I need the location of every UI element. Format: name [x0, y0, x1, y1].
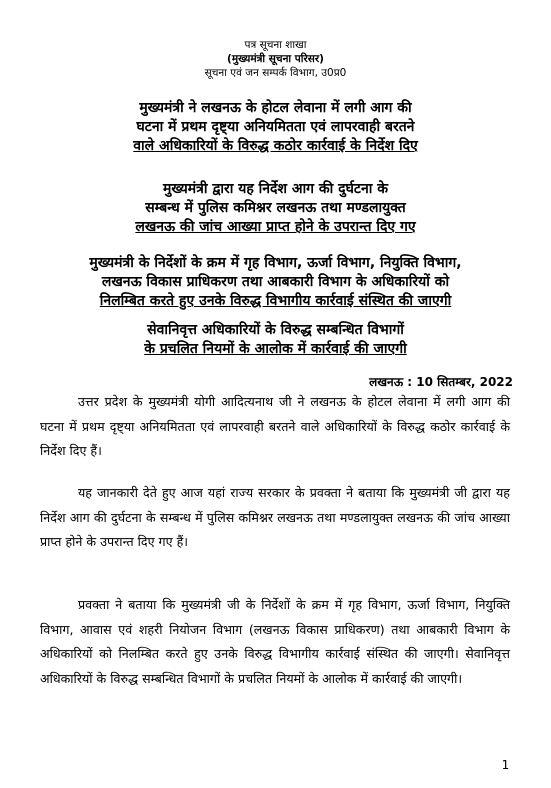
headline-4 [40, 321, 511, 359]
headline-3-line: मुख्यमंत्री के निर्देशों के क्रम में गृह विभाग, ऊर्जा विभाग, नियुक्ति विभाग, [89, 255, 462, 271]
headline-3-line: निलम्बित करते हुए उनके विरुद्ध विभागीय कार्रवाई संस्थित की जाएगी [99, 293, 452, 309]
paragraph-1: उत्तर प्रदेश के मुख्यमंत्री योगी आदित्यनाथ जी ने लखनऊ के होटल लेवाना में लगी आग की घटना में प्रथम दृष्ट्या अनियमितता एवं लापरवाही बरतने वाले अधिकारियों के विरुद्ध कठोर कार्रवाई के निर्देश दिए हैं। [40, 394, 510, 458]
header-department: सूचना एवं जन सम्पर्क विभाग, उ0प्र0 [204, 67, 347, 79]
header-office: पत्र सूचना शाखा [244, 39, 307, 51]
headline-2-line: मुख्यमंत्री द्वारा यह निर्देश आग की दुर्घटना के [163, 181, 388, 197]
headline-4-line: सेवानिवृत्त अधिकारियों के विरुद्ध सम्बन्धित विभागों [147, 322, 404, 338]
headline-1-line: मुख्यमंत्री ने लखनऊ के होटल लेवाना में लगी आग की [139, 100, 412, 116]
paragraph-2: यह जानकारी देते हुए आज यहां राज्य सरकार के प्रवक्ता ने बताया कि मुख्यमंत्री जी द्वारा यह निर्देश आग की दुर्घटना के सम्बन्ध में पुलिस कमिश्नर लखनऊ तथा मण्डलायुक्त लखनऊ की जांच आख्या प्राप्त होने के उपरान्त दिए गए हैं। [40, 485, 510, 549]
headline-1-line: घटना में प्रथम दृष्ट्या अनियमितता एवं लापरवाही बरतने [136, 119, 415, 135]
headline-2-line: लखनऊ की जांच आख्या प्राप्त होने के उपरान्त दिए गए [135, 219, 416, 235]
headline-3-line: लखनऊ विकास प्राधिकरण तथा आबकारी विभाग के अधिकारियों को [101, 274, 450, 290]
header-section: (मुख्यमंत्री सूचना परिसर) [227, 53, 324, 65]
headline-4-line: के प्रचलित नियमों के आलोक में कार्रवाई की जाएगी [144, 341, 407, 357]
headline-2-line: सम्बन्ध में पुलिस कमिश्नर लखनऊ तथा मण्डलायुक्त [145, 200, 406, 216]
headline-3 [40, 254, 511, 311]
headline-1 [40, 99, 511, 156]
page-number: 1 [501, 758, 510, 772]
paragraph-3: प्रवक्ता ने बताया कि मुख्यमंत्री जी के निर्देशों के क्रम में गृह विभाग, ऊर्जा विभाग, नियुक्ति विभाग, आवास एवं शहरी नियोजन विभाग (लखनऊ विकास प्राधिकरण) तथा आबकारी विभाग के अधिकारियों को निलम्बित करते हुए उनके विरुद्ध विभागीय कार्रवाई संस्थित की जाएगी। सेवानिवृत्त अधिकारियों के विरुद्ध सम्बन्धित विभागों के प्रचलित नियमों के आलोक में कार्रवाई की जाएगी। [40, 597, 510, 686]
dateline: लखनऊ : 10 सितम्बर, 2022 [369, 375, 513, 389]
headline-2 [40, 180, 511, 237]
headline-1-line: वाले अधिकारियों के विरुद्ध कठोर कार्रवाई के निर्देश दिए [133, 138, 418, 154]
